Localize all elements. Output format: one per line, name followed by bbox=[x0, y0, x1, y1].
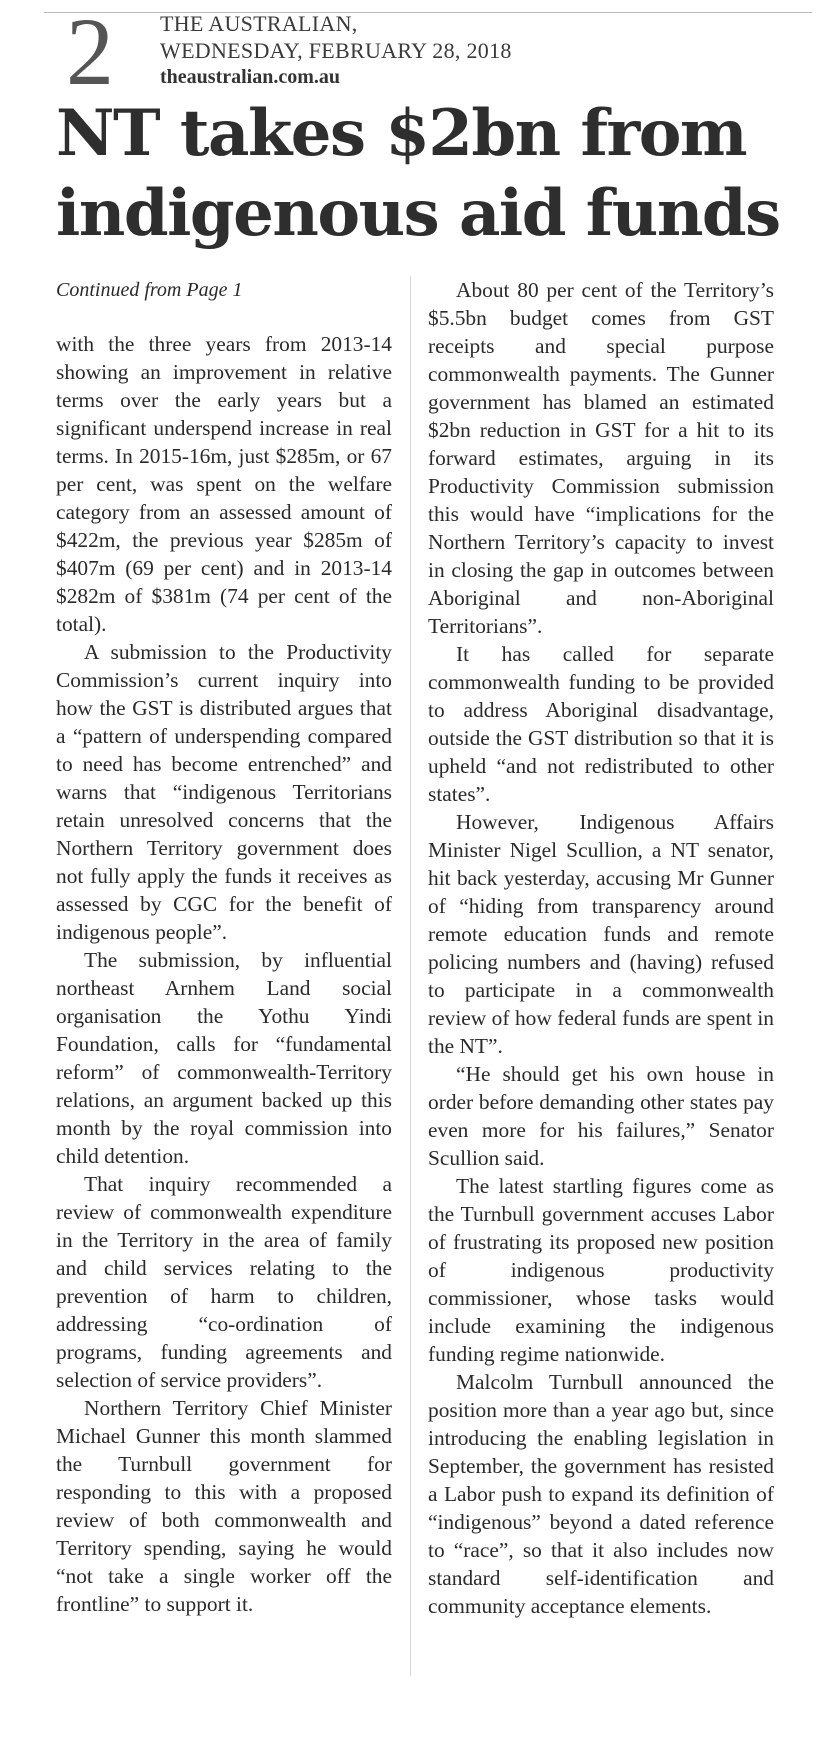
paragraph: “He should get his own house in order before demanding other states pay even more for his failures,” Senator Scullion said. bbox=[428, 1062, 774, 1170]
continued-from-label: Continued from Page 1 bbox=[56, 279, 243, 301]
paragraph: That inquiry recommended a review of commonwealth expenditure in the Territory in the area of family and child services relating to the prevention of harm to children, addressing “co-ordination of programs, funding agreements and selection of service providers”. bbox=[56, 1172, 392, 1392]
column-divider bbox=[410, 276, 411, 1676]
publication-name: THE AUSTRALIAN, bbox=[160, 11, 358, 36]
masthead bbox=[160, 10, 512, 91]
article-headline: NT takes $2bn from indigenous aid funds bbox=[56, 96, 780, 251]
paragraph: About 80 per cent of the Territory’s $5.5bn budget comes from GST receipts and special purpose commonwealth payments. The Gunner government has blamed an estimated $2bn reduction in GST for a hit to its forward estimates, arguing in its Productivity Commission submission this would have “implications for the Northern Territory’s capacity to invest in closing the gap in outcomes between Aboriginal and non-Aboriginal Territorians”. bbox=[428, 278, 774, 638]
paragraph: Northern Territory Chief Minister Michael Gunner this month slammed the Turnbull government for responding to this with a proposed review of both commonwealth and Territory spending, saying he would “not take a single worker off the frontline” to support it. bbox=[56, 1396, 392, 1616]
paragraph: The latest startling figures come as the Turnbull government accuses Labor of frustrating its proposed new position of indigenous productivity commissioner, whose tasks would include examining the indigenous funding regime nationwide. bbox=[428, 1174, 774, 1366]
website-url: theaustralian.com.au bbox=[160, 66, 340, 88]
paragraph: A submission to the Productivity Commission’s current inquiry into how the GST is distributed argues that a “pattern of underspending compared to need has become entrenched” and warns that “indigenous Territorians retain unresolved concerns that the Northern Territory government does not fully apply the funds it receives as assessed by CGC for the benefit of indigenous people”. bbox=[56, 640, 392, 944]
paragraph: It has called for separate commonwealth funding to be provided to address Aboriginal disadvantage, outside the GST distribution so that it is upheld “and not redistributed to other states”. bbox=[428, 642, 774, 806]
page-number: 2 bbox=[66, 0, 114, 105]
publication-date: WEDNESDAY, FEBRUARY 28, 2018 bbox=[160, 38, 512, 63]
paragraph: The submission, by influential northeast Arnhem Land social organisation the Yothu Yindi Foundation, calls for “fundamental reform” of commonwealth-Territory relations, an argument backed up this month by the royal commission into child detention. bbox=[56, 948, 392, 1168]
left-column bbox=[56, 276, 392, 1618]
right-column bbox=[428, 276, 774, 1620]
paragraph: Malcolm Turnbull announced the position more than a year ago but, since introducing the enabling legislation in September, the government has resisted a Labor push to expand its definition of “indigenous” beyond a dated reference to “race”, so that it also includes now standard self-identification and community acceptance elements. bbox=[428, 1370, 774, 1618]
paragraph: However, Indigenous Affairs Minister Nigel Scullion, a NT senator, hit back yesterday, accusing Mr Gunner of “hiding from transparency around remote education funds and remote policing numbers and (having) refused to participate in a commonwealth review of how federal funds are spent in the NT”. bbox=[428, 810, 774, 1058]
paragraph: with the three years from 2013-14 showing an improvement in relative terms over the early years but a significant underspend increase in real terms. In 2015-16m, just $285m, or 67 per cent, was spent on the welfare category from an assessed amount of $422m, the previous year $285m of $407m (69 per cent) and in 2013-14 $282m of $381m (74 per cent of the total). bbox=[56, 332, 392, 636]
